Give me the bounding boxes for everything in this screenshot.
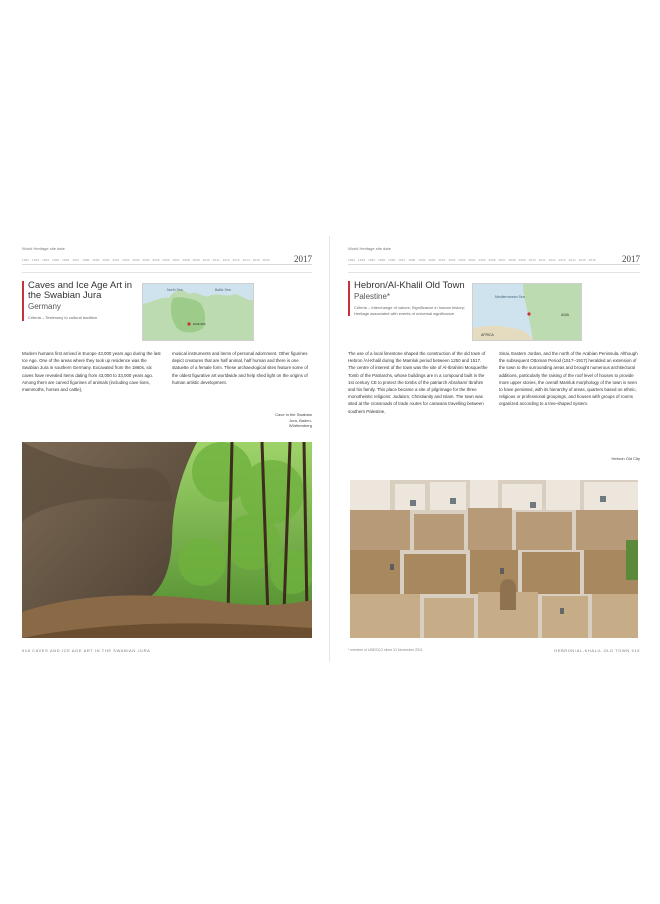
running-head: World Heritage site date (22, 246, 65, 251)
body-column-2: musical instruments and items of personal adornment. Other figurines depict creatures that are half animal, half human and there is one statuette of a female form. These archaeological sites feature some of the oldest figurative art worldwide and help shed light on the origins of human artistic development. (172, 351, 308, 385)
site-title-box (348, 281, 472, 316)
map-label-sea: Mediterranean Sea (495, 295, 525, 299)
photo-caption: Hebron Old City (611, 456, 640, 461)
inscription-year: 2017 (294, 254, 312, 264)
map-label-north: North Sea (167, 288, 183, 292)
book-spine (329, 236, 330, 662)
year-list: 1992 · 1993 · 1994 · 1995 · 1996 · 1997 · 1998 · 1999 · 2000 · 2001 · 2002 · 2003 · 2004 · 2005 · 2006 · 2007 · 2008 · 2009 · 2010 · 2011 · 2012 · 2013 · 2014 · 2015 · 2016 (22, 258, 270, 262)
map-label-asia: ASIA (561, 313, 569, 317)
page-footer: 918 CAVES AND ICE AGE ART IN THE SWABIAN JURA (22, 648, 151, 653)
cave-photo (22, 442, 312, 638)
body-text (348, 350, 640, 415)
year-list: 1992 · 1993 · 1994 · 1995 · 1996 · 1997 · 1998 · 1999 · 2000 · 2001 · 2002 · 2003 · 2004 · 2005 · 2006 · 2007 · 2008 · 2009 · 2010 · 2011 · 2012 · 2013 · 2014 · 2015 · 2016 (348, 258, 596, 262)
footnote: * member of UNESCO since 31 November 2011 (348, 648, 423, 652)
inscription-year: 2017 (622, 254, 640, 264)
site-header (348, 272, 640, 337)
site-criteria: Criteria – Testimony to cultural tradition (28, 315, 98, 320)
body-column-2: Sinai, Eastern Jordan, and the north of the Arabian Peninsula. Although the subsequent Ottoman Period (1517–1917) heralded an extension of the town to the surrounding areas and brought numerous architectural additions, particularly the raising of the roof level of houses to provide more upper stories, the overall Mamluk morphology of the town is seen to have persisted, with its hierarchy of areas, quarters based on ethnic, religious or professional groupings, and houses with groups of rooms organized according to a tree-shaped system. (499, 351, 638, 407)
year-strip (22, 255, 312, 265)
location-map (472, 283, 582, 341)
photo-caption: Cave in the Swabian Jura, Baden-Württemberg (275, 412, 312, 428)
body-text (22, 350, 312, 393)
body-column-1: The use of a local limestone shaped the construction of the old town of Hebron /Al-Khalil during the Mamluk period between 1250 and 1517. The centre of interest of the town was the site of Al-Ibrahimi Mosque/the Tomb of the Patriarchs, whose buildings are in a compound built in the 1st century CE to protect the tombs of the patriarch Abraham/ Ibrahim and his family. This place became a site of pilgrimage for the three monotheistic religions: Judaism, Christianity and Islam. The town was sited at the crossroads of trade routes for caravans travelling between southern Palestine, (348, 351, 488, 414)
body-column-1: Modern humans first arrived in Europe 43,000 years ago during the last Ice Age. One of the areas where they took up residence was the Swabian Jura in southern Germany. Excavated from the 1860s, six caves have revealed items dating from 43,000 to 33,000 years ago. Among them are carved figurines of animals (including cave lions, mammoths, horses and cattle), (22, 351, 161, 393)
site-country: Germany (28, 302, 61, 311)
map-label-baltic: Baltic Sea (215, 288, 231, 292)
site-country: Palestine* (354, 292, 391, 301)
site-title: Caves and Ice Age Art in the Swabian Jura (28, 280, 133, 301)
page-footer: HEBRON/AL-KHALIL OLD TOWN 919 (554, 648, 640, 653)
site-title-box (22, 281, 140, 321)
year-strip (348, 255, 640, 265)
site-criteria: Criteria – Interchange of values; Significance in human history; Heritage associated with events of universal significance (354, 305, 465, 316)
running-head: World Heritage site date (348, 246, 391, 251)
map-label-country: EUROPE (193, 322, 206, 326)
map-label-africa: AFRICA (481, 333, 494, 337)
location-map (142, 283, 254, 341)
hebron-photo (350, 480, 638, 638)
site-header (22, 272, 312, 331)
right-page (348, 240, 640, 660)
site-title: Hebron/Al-Khalil Old Town (354, 280, 465, 291)
left-page (22, 240, 312, 660)
